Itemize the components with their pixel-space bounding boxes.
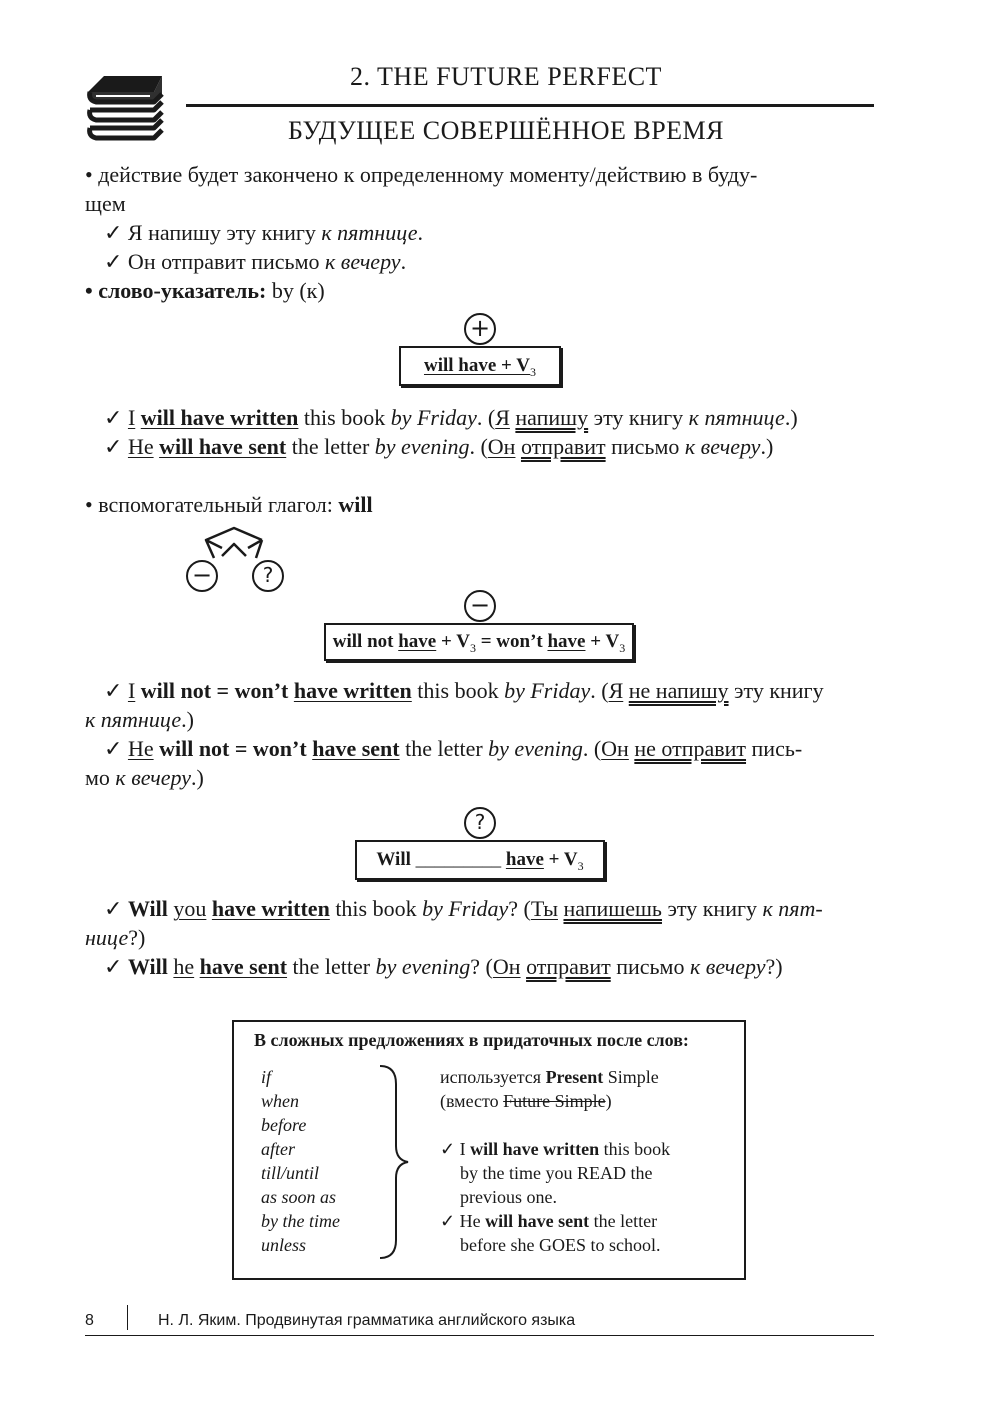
rule-example-1: ✓ I will have written this book <box>440 1139 671 1159</box>
intro-example-1: ✓ Я напишу эту книгу к пятнице. <box>104 220 424 245</box>
plus-sign-icon: + <box>464 313 496 345</box>
question-example-2: ✓ Will he have sent the letter by evening? (Он отправит письмо к вечеру?) <box>104 954 783 979</box>
conjunction-item: by the time <box>261 1211 340 1231</box>
minus-sign-icon: − <box>464 590 496 622</box>
conjunction-item: as soon as <box>261 1187 337 1207</box>
page-number: 8 <box>85 1312 94 1329</box>
question-sign-icon: ? <box>464 807 496 839</box>
negative-example-1-cont: к пятнице.) <box>85 707 194 732</box>
footer-book-title: Н. Л. Яким. Продвинутая грамматика английского языка <box>158 1312 576 1329</box>
negative-example-1: ✓ I will not = won’t have written this book by Friday. (Я не напишу эту книгу <box>104 678 824 703</box>
rule-heading: В сложных предложениях в придаточных после слов: <box>254 1030 689 1050</box>
conjunction-item: before <box>261 1115 307 1135</box>
conjunction-item: if <box>261 1067 272 1087</box>
question-circle-icon: ? <box>252 560 284 592</box>
positive-example-1: ✓ I will have written this book by Friday. (Я напишу эту книгу к пятнице.) <box>104 405 798 430</box>
rule-example-2: ✓ He will have sent the letter <box>440 1211 658 1231</box>
auxiliary-verb: • вспомогательный глагол: will <box>85 492 373 517</box>
rule-instead: (вместо Future Simple) <box>440 1091 612 1111</box>
usage-bullet: • действие будет закончено к определенному моменту/действию в буду- <box>85 162 758 187</box>
question-example-1: ✓ Will you have written this book by Friday? (Ты напишешь эту книгу к пят- <box>104 896 823 921</box>
positive-formula: will have + $V_3$ <box>399 346 561 386</box>
conjunction-item: after <box>261 1139 295 1159</box>
signal-word: • слово-указатель: by (к) <box>85 278 325 303</box>
intro-example-2: ✓ Он отправит письмо к вечеру. <box>104 249 407 274</box>
positive-example-2: ✓ He will have sent the letter by evening. (Он отправит письмо к вечеру.) <box>104 434 774 459</box>
branch-arrows-icon <box>200 522 270 564</box>
title-divider <box>186 104 874 107</box>
page-title: 2. THE FUTURE PERFECT <box>350 62 662 91</box>
books-icon <box>84 68 168 144</box>
conjunction-item: when <box>261 1091 299 1111</box>
conjunction-item: unless <box>261 1235 306 1255</box>
rule-example-2-cont: before she GOES to school. <box>460 1235 661 1255</box>
usage-bullet-cont: щем <box>85 191 126 216</box>
negative-formula: will not have + $V_3$ = won’t have + $V_3$ <box>324 623 634 661</box>
question-example-1-cont: нице?) <box>85 925 146 950</box>
negative-example-2-cont: мо к вечеру.) <box>85 765 204 790</box>
footer-divider <box>85 1335 874 1336</box>
footer-separator <box>127 1305 128 1330</box>
page-subtitle: БУДУЩЕЕ СОВЕРШЁННОЕ ВРЕМЯ <box>288 116 725 145</box>
rule-example-1-cont: previous one. <box>460 1187 557 1207</box>
conjunction-item: till/until <box>261 1163 320 1183</box>
question-formula: Will _________ have + $V_3$ <box>355 840 605 880</box>
minus-circle-icon: − <box>186 560 218 592</box>
brace-icon <box>376 1062 412 1262</box>
rule-used-tense: используется Present Simple <box>440 1067 659 1087</box>
negative-example-2: ✓ He will not = won’t have sent the letter by evening. (Он не отправит пись- <box>104 736 803 761</box>
rule-example-1-cont: by the time you READ the <box>460 1163 653 1183</box>
